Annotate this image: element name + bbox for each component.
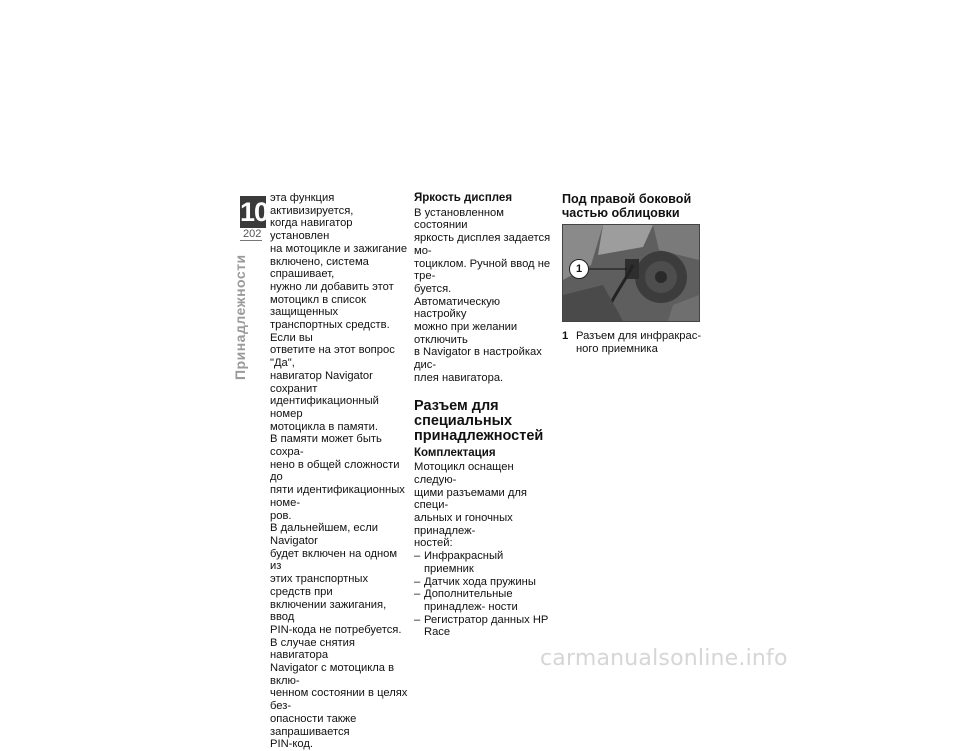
- photo-caption: [562, 330, 702, 355]
- text-line: Автоматическую настройку: [414, 295, 501, 321]
- caption-text: Разъем для инфракрас- ного приемника: [576, 330, 702, 355]
- text-line: Navigator с мотоцикла в вклю-: [270, 662, 395, 687]
- text-line: нено в общей сложности до: [270, 458, 400, 484]
- heading-line: Под правой боковой: [562, 192, 692, 206]
- text-line: PIN-код.: [270, 738, 314, 751]
- heading-connector: [414, 399, 552, 444]
- list-item: – Регистратор данных HP Race: [414, 614, 552, 639]
- column-2: [414, 192, 552, 639]
- text-line: включении зажигания, ввод: [270, 598, 387, 624]
- heading-brightness: Яркость дисплея: [414, 192, 513, 204]
- text-line: включено, система спрашивает,: [270, 255, 369, 281]
- text-line: эта функция активизируется,: [270, 192, 354, 217]
- heading-right-fairing: [562, 192, 702, 220]
- text-line: щими разъемами для специ-: [414, 486, 527, 512]
- sidebar-rule: [240, 240, 262, 241]
- text-line: навигатор Navigator сохранит: [270, 369, 373, 395]
- text-line: мотоцикл в список защищенных: [270, 293, 366, 319]
- caption-number: 1: [562, 330, 569, 342]
- connector-list: [414, 550, 552, 639]
- text-line: В случае снятия навигатора: [270, 636, 355, 662]
- text-line: Мотоцикл оснащен следую-: [414, 461, 514, 486]
- text-line: нужно ли добавить этот: [270, 280, 394, 293]
- watermark: carmanualsonline.info: [540, 646, 788, 671]
- text-line: будет включен на одном из: [270, 547, 398, 573]
- text-line: мотоцикла в памяти.: [270, 420, 378, 433]
- text-line: плея навигатора.: [414, 371, 504, 384]
- heading-line: специальных: [414, 412, 513, 429]
- text-line: когда навигатор установлен: [270, 217, 353, 243]
- connector-photo: [562, 224, 700, 322]
- list-item: – Датчик хода пружины: [414, 576, 552, 589]
- text-line: тоциклом. Ручной ввод не тре-: [414, 257, 551, 283]
- text-line: яркость дисплея задается мо-: [414, 232, 551, 257]
- list-item: – Дополнительные принадлеж- ности: [414, 588, 552, 613]
- text-line: пяти идентификационных номе-: [270, 484, 405, 509]
- text-line: PIN-кода не потребуется.: [270, 623, 402, 636]
- text-line: можно при желании отключить: [414, 321, 518, 346]
- text-line: ностей:: [414, 537, 453, 550]
- page-number: 202: [243, 228, 262, 240]
- text-line: В установленном состоянии: [414, 206, 504, 232]
- chapter-tab: [240, 196, 269, 228]
- text-line: на мотоцикле и зажигание: [270, 242, 408, 255]
- text-line: ответите на этот вопрос "Да",: [270, 344, 395, 370]
- section-label: Принадлежности: [232, 254, 248, 380]
- heading-line: Разъем для: [414, 397, 499, 414]
- text-line: в Navigator в настройках дис-: [414, 346, 542, 372]
- column-1: [270, 192, 410, 751]
- list-item: – Инфракрасный приемник: [414, 550, 552, 575]
- column-3: [562, 192, 702, 355]
- text-line: ченном состоянии в целях без-: [270, 687, 408, 713]
- text-line: транспортных средств. Если вы: [270, 319, 390, 344]
- text-line: альных и гоночных принадлеж-: [414, 512, 513, 537]
- text-line: В памяти может быть сохра-: [270, 433, 382, 459]
- text-line: буется.: [414, 282, 452, 295]
- text-line: опасности также запрашивается: [270, 712, 357, 738]
- heading-line: частью облицовки: [562, 206, 680, 220]
- heading-equipment: Комплектация: [414, 446, 496, 459]
- chapter-number: 10: [240, 197, 269, 227]
- heading-line: принадлежностей: [414, 427, 544, 444]
- callout-marker: 1: [569, 259, 589, 279]
- text-line: В дальнейшем, если Navigator: [270, 522, 379, 547]
- text-line: этих транспортных средств при: [270, 573, 369, 598]
- text-line: идентификационный номер: [270, 395, 379, 420]
- text-line: ров.: [270, 509, 292, 522]
